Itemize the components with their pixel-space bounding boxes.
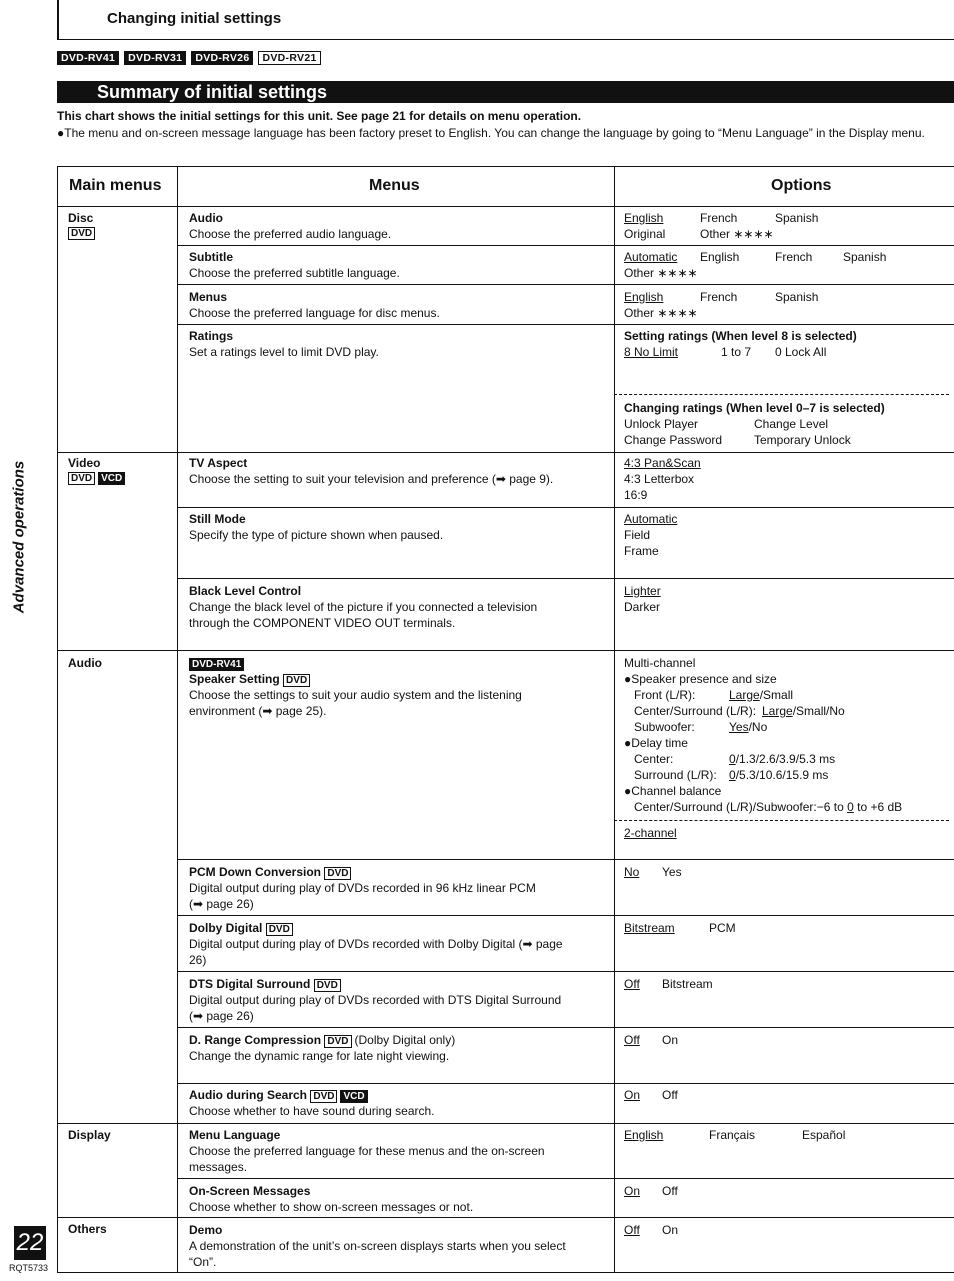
menu-pcm-down-conversion: [189, 864, 609, 912]
dvd-badge: DVD: [68, 472, 95, 485]
menu-desc: Choose the setting to suit your television and preference (➡ page 9).: [189, 472, 554, 486]
option-default: Large: [762, 704, 793, 718]
menu-on-screen-messages: [189, 1183, 609, 1215]
option: Bitstream: [662, 977, 713, 991]
menu-desc: Choose whether to have sound during search.: [189, 1104, 435, 1118]
main-menu-display: Display: [68, 1128, 111, 1142]
menu-desc: messages.: [189, 1160, 248, 1174]
menu-tv-aspect: [189, 455, 609, 487]
option: Spanish: [775, 211, 819, 225]
option-default: English: [624, 290, 664, 304]
option-default: Off: [624, 977, 640, 991]
option: Off: [662, 1088, 678, 1102]
option: /Small: [759, 688, 794, 702]
option-heading: ●Speaker presence and size: [624, 672, 777, 686]
options-tv-aspect: [624, 455, 949, 503]
subrow-divider: [177, 284, 954, 285]
table-header-border: [57, 206, 954, 207]
option-default: Bitstream: [624, 921, 675, 935]
option-default: English: [624, 211, 664, 225]
option: Off: [662, 1184, 678, 1198]
menu-title: Audio: [189, 211, 223, 225]
options-dashed-separator: [614, 394, 949, 395]
intro-note: ●The menu and on-screen message language has been factory preset to English. You can change the language by going to “Menu Language” in the Display menu.: [57, 126, 925, 140]
menu-title: Menu Language: [189, 1128, 281, 1142]
menu-menu-language: [189, 1127, 609, 1175]
dvd-badge: DVD: [310, 1090, 337, 1103]
main-menu-video-label: Video: [68, 456, 101, 470]
option: English: [700, 250, 740, 264]
option: Spanish: [843, 250, 887, 264]
options-menu-language: [624, 1127, 949, 1143]
options-speaker-2ch: [624, 825, 949, 841]
options-black-level: [624, 583, 949, 615]
table-top-border: [57, 166, 954, 167]
option-default: Multi-channel: [624, 656, 696, 670]
options-menus: [624, 289, 949, 321]
option: Temporary Unlock: [754, 433, 851, 447]
options-speaker-setting: [624, 655, 949, 815]
subrow-divider: [177, 971, 954, 972]
menu-title: DTS Digital Surround: [189, 977, 311, 991]
table-bottom-border: [57, 1272, 954, 1273]
menu-desc: Choose the preferred language for disc menus.: [189, 306, 440, 320]
option-default: Off: [624, 1033, 640, 1047]
menu-desc: Digital output during play of DVDs recorded with DTS Digital Surround: [189, 993, 562, 1007]
option-key: Front (L/R):: [634, 688, 696, 702]
dvd-badge: DVD: [314, 979, 341, 992]
menu-desc: Specify the type of picture shown when paused.: [189, 528, 444, 542]
options-onscreen: [624, 1183, 949, 1199]
menu-desc: Choose the settings to suit your audio system and the listening: [189, 688, 522, 702]
main-menu-video: [68, 456, 128, 485]
model-badges: [57, 51, 321, 65]
main-menu-disc: [68, 211, 98, 240]
menu-title: Dolby Digital: [189, 921, 263, 935]
menu-desc: through the COMPONENT VIDEO OUT terminals.: [189, 616, 456, 630]
column-header-options: Options: [771, 177, 832, 194]
menu-desc: Choose the preferred audio language.: [189, 227, 392, 241]
menu-desc: environment (➡ page 25).: [189, 704, 327, 718]
option: On: [662, 1033, 679, 1047]
menu-title: TV Aspect: [189, 456, 248, 470]
intro-text: This chart shows the initial settings for this unit. See page 21 for details on menu operation.: [57, 109, 582, 123]
main-menu-others: Others: [68, 1222, 107, 1236]
menu-desc: Change the black level of the picture if you connected a television: [189, 600, 538, 614]
menu-desc: (➡ page 26): [189, 1009, 254, 1023]
menu-demo: [189, 1222, 609, 1270]
option-default: English: [624, 1128, 664, 1142]
menu-subtitle: [189, 249, 609, 281]
options-audio-search: [624, 1087, 949, 1103]
section-banner: [57, 81, 954, 103]
menu-title: Subtitle: [189, 250, 233, 264]
table-left-border: [57, 166, 58, 1272]
option: to +6 dB: [853, 800, 903, 814]
option-default: 0: [729, 752, 736, 766]
options-dts: [624, 976, 949, 992]
options-ratings: [624, 328, 949, 360]
main-menu-disc-label: Disc: [68, 211, 94, 225]
option-heading: ●Delay time: [624, 736, 688, 750]
dvd-badge: DVD: [266, 923, 293, 936]
menu-audio-during-search: [189, 1087, 609, 1119]
option: /No: [748, 720, 768, 734]
menu-title: Menus: [189, 290, 228, 304]
header-vertical-rule: [57, 0, 59, 40]
table-col-divider-1: [177, 166, 178, 1272]
model-badge-rv26: DVD-RV26: [191, 51, 253, 65]
menu-ratings: [189, 328, 609, 360]
column-header-main-menus: Main menus: [69, 177, 162, 194]
menu-title: Demo: [189, 1223, 223, 1237]
dvd-badge: DVD: [324, 867, 351, 880]
options-dolby: [624, 920, 949, 936]
menu-desc: (➡ page 26): [189, 897, 254, 911]
menu-title-suffix: (Dolby Digital only): [354, 1033, 456, 1047]
menu-black-level: [189, 583, 609, 631]
side-section-label-text: Advanced operations: [10, 460, 28, 614]
menu-desc: A demonstration of the unit’s on-screen displays starts when you select: [189, 1239, 566, 1253]
option-default: 4:3 Pan&Scan: [624, 456, 701, 470]
subrow-divider: [177, 507, 954, 508]
menu-d-range-compression: [189, 1032, 609, 1064]
header-horizontal-rule: [57, 39, 954, 40]
section-banner-title: Summary of initial settings: [97, 82, 328, 102]
option-default: Yes: [729, 720, 749, 734]
options-drange: [624, 1032, 949, 1048]
option-default: Off: [624, 1223, 640, 1237]
menu-desc: Choose whether to show on-screen messages or not.: [189, 1200, 474, 1214]
option: 4:3 Letterbox: [624, 472, 695, 486]
options-subtitle: [624, 249, 949, 281]
subrow-divider: [177, 324, 954, 325]
menu-audio: [189, 210, 609, 242]
menu-desc: Set a ratings level to limit DVD play.: [189, 345, 379, 359]
option: Unlock Player: [624, 417, 699, 431]
option: Other ∗∗∗∗: [624, 306, 698, 320]
option: Frame: [624, 544, 659, 558]
option-heading: ●Channel balance: [624, 784, 722, 798]
model-badge-rv41: DVD-RV41: [57, 51, 119, 65]
menu-desc: Change the dynamic range for late night viewing.: [189, 1049, 450, 1063]
subrow-divider: [177, 578, 954, 579]
option-default: On: [624, 1088, 641, 1102]
model-badge-rv21: DVD-RV21: [258, 51, 320, 65]
document-code: RQT5733: [9, 1263, 49, 1273]
menu-speaker-setting: [189, 655, 609, 719]
dvd-badge: DVD: [68, 227, 95, 240]
menu-menus: [189, 289, 609, 321]
option: French: [775, 250, 813, 264]
option: Spanish: [775, 290, 819, 304]
option-default: 0: [847, 800, 854, 814]
menu-title: On-Screen Messages: [189, 1184, 311, 1198]
vcd-badge: VCD: [340, 1090, 367, 1103]
menu-title: D. Range Compression: [189, 1033, 322, 1047]
option-default: Automatic: [624, 512, 678, 526]
option-default: No: [624, 865, 640, 879]
options-dashed-separator: [614, 820, 949, 821]
subrow-divider: [177, 245, 954, 246]
subrow-divider: [177, 1027, 954, 1028]
options-pcm: [624, 864, 949, 880]
option: French: [700, 290, 738, 304]
option: /5.3/10.6/15.9 ms: [735, 768, 829, 782]
subrow-divider: [177, 1083, 954, 1084]
menu-title: Ratings: [189, 329, 234, 343]
model-badge-rv41: DVD-RV41: [189, 658, 244, 671]
option: Other ∗∗∗∗: [700, 227, 774, 241]
menu-still-mode: [189, 511, 609, 543]
option: PCM: [709, 921, 736, 935]
option-key: Surround (L/R):: [634, 768, 717, 782]
option: Center/Surround (L/R)/Subwoofer:−6 to: [634, 800, 848, 814]
page-number: 22: [14, 1226, 46, 1260]
option-default: 8 No Limit: [624, 345, 679, 359]
option: Français: [709, 1128, 756, 1142]
menu-title: PCM Down Conversion: [189, 865, 322, 879]
option-default: Large: [729, 688, 760, 702]
row-divider: [57, 1123, 954, 1124]
option: Other ∗∗∗∗: [624, 266, 698, 280]
option-default: 0: [729, 768, 736, 782]
menu-desc: Digital output during play of DVDs recorded with Dolby Digital (➡ page: [189, 937, 563, 951]
options-demo: [624, 1222, 949, 1238]
main-menu-audio: Audio: [68, 656, 102, 670]
menu-desc: 26): [189, 953, 207, 967]
menu-dts-digital-surround: [189, 976, 609, 1024]
option-default: On: [624, 1184, 641, 1198]
option: 2-channel: [624, 826, 677, 840]
vcd-badge: VCD: [98, 472, 125, 485]
options-subheading: Setting ratings (When level 8 is selected): [624, 329, 857, 343]
menu-title: Speaker Setting: [189, 672, 280, 686]
menu-desc: “On”.: [189, 1255, 217, 1269]
subrow-divider: [177, 1178, 954, 1179]
option: Español: [802, 1128, 846, 1142]
side-section-label: [6, 452, 32, 622]
menu-dolby-digital: [189, 920, 609, 968]
option: 16:9: [624, 488, 648, 502]
option-default: Lighter: [624, 584, 661, 598]
option: Darker: [624, 600, 661, 614]
option: French: [700, 211, 738, 225]
table-col-divider-2: [614, 166, 615, 1272]
column-header-menus: Menus: [369, 177, 420, 194]
option-key: Subwoofer:: [634, 720, 695, 734]
option: Change Level: [754, 417, 829, 431]
menu-desc: Choose the preferred subtitle language.: [189, 266, 400, 280]
option: Change Password: [624, 433, 723, 447]
option: 0 Lock All: [775, 345, 827, 359]
menu-desc: Choose the preferred language for these menus and the on-screen: [189, 1144, 545, 1158]
option: 1 to 7: [721, 345, 752, 359]
menu-title: Audio during Search: [189, 1088, 308, 1102]
option-default: Automatic: [624, 250, 678, 264]
dvd-badge: DVD: [283, 674, 310, 687]
menu-title: Black Level Control: [189, 584, 302, 598]
option: /Small/No: [792, 704, 845, 718]
option-key: Center:: [634, 752, 674, 766]
row-divider: [57, 452, 954, 453]
page-header-title: Changing initial settings: [107, 10, 282, 27]
subrow-divider: [177, 859, 954, 860]
option-key: Center/Surround (L/R):: [634, 704, 757, 718]
model-badge-rv31: DVD-RV31: [124, 51, 186, 65]
row-divider: [57, 650, 954, 651]
options-subheading: Changing ratings (When level 0–7 is selected): [624, 401, 885, 415]
options-still-mode: [624, 511, 949, 559]
subrow-divider: [177, 915, 954, 916]
option: /1.3/2.6/3.9/5.3 ms: [735, 752, 836, 766]
options-ratings-change: [624, 400, 949, 448]
menu-desc: Digital output during play of DVDs recorded in 96 kHz linear PCM: [189, 881, 536, 895]
menu-title: Still Mode: [189, 512, 246, 526]
option: Yes: [662, 865, 682, 879]
options-audio: [624, 210, 949, 242]
option: On: [662, 1223, 679, 1237]
dvd-badge: DVD: [324, 1035, 351, 1048]
option: Original: [624, 227, 666, 241]
row-divider: [57, 1217, 954, 1218]
option: Field: [624, 528, 651, 542]
